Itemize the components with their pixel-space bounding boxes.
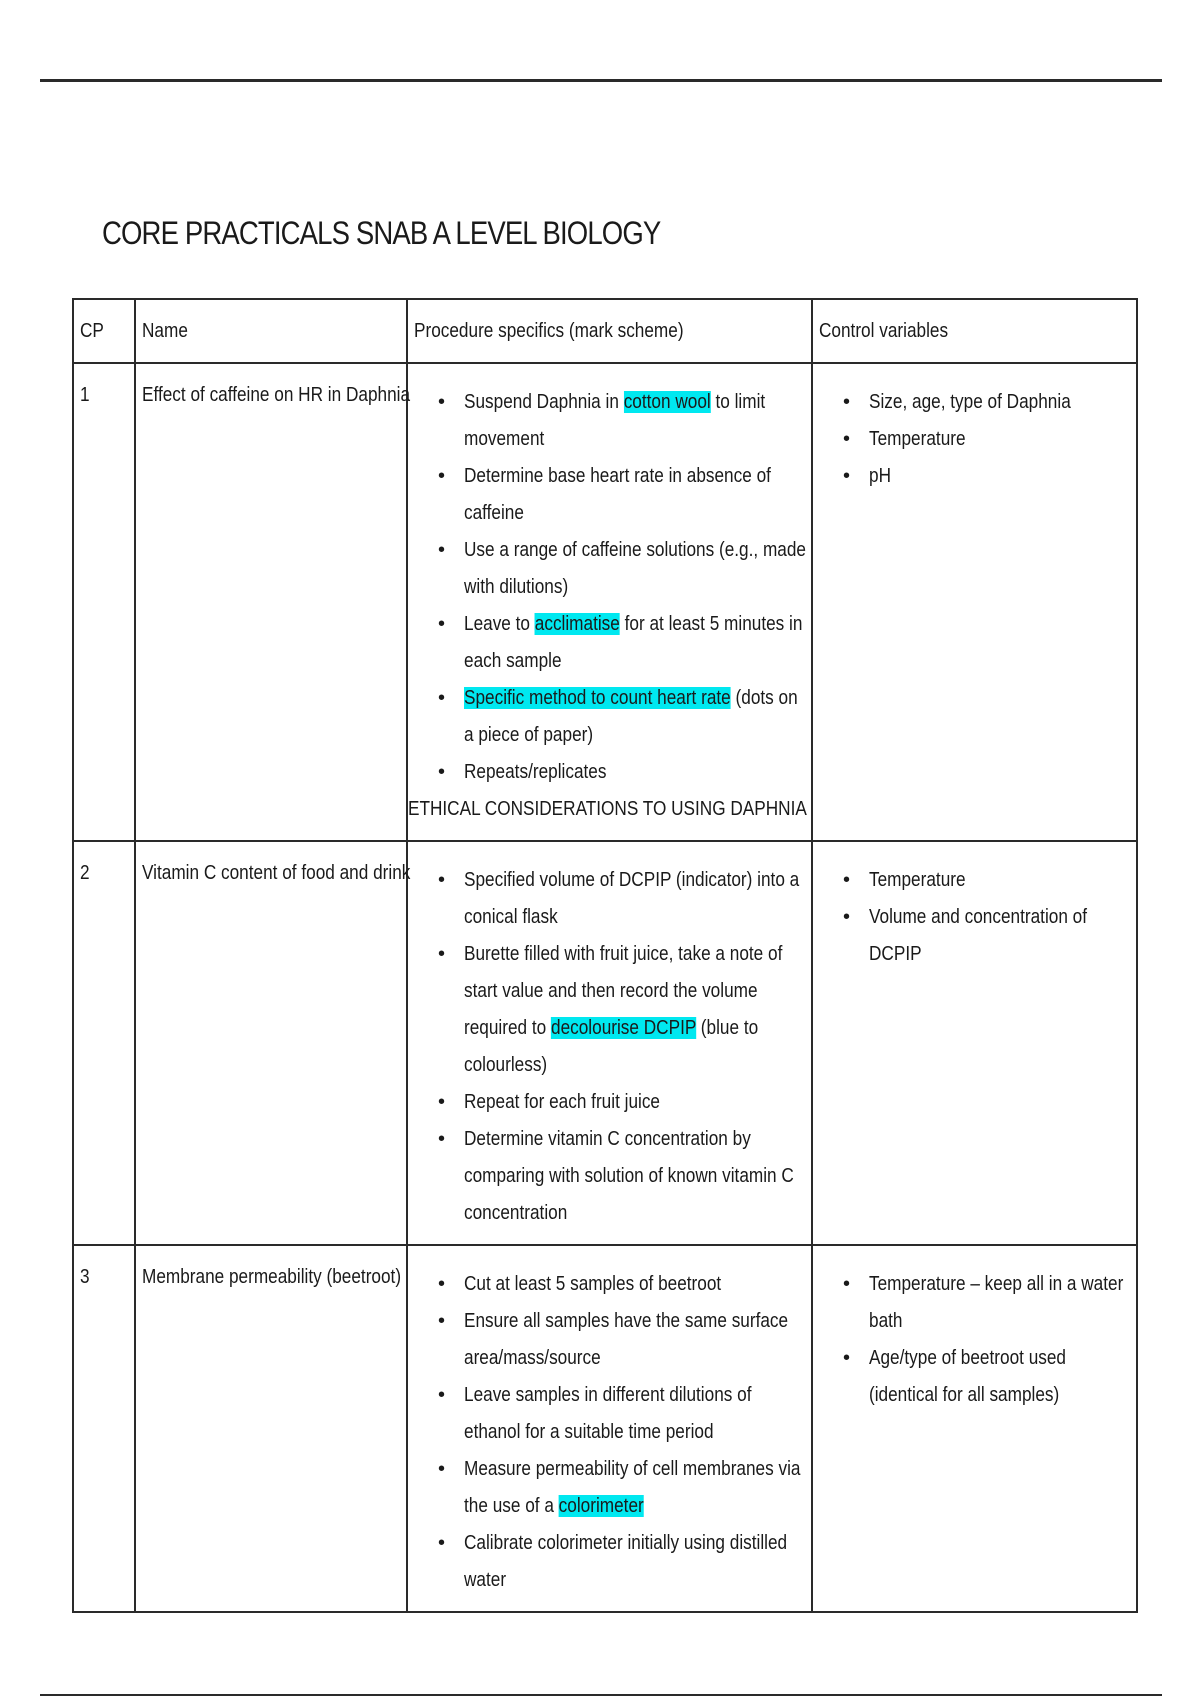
control-variable: • Temperature <box>819 421 1130 458</box>
highlighted-term: acclimatise <box>534 613 620 635</box>
practical-name: Membrane permeability (beetroot) <box>135 1245 407 1612</box>
highlighted-term: Specific method to count heart rate <box>464 687 731 709</box>
highlighted-term: colorimeter <box>558 1495 644 1517</box>
header-cp: CP <box>73 299 135 363</box>
control-variable: • pH <box>819 458 1130 495</box>
controls-cell <box>812 363 1137 841</box>
cp-number: 1 <box>73 363 135 841</box>
procedure-item: • Specified volume of DCPIP (indicator) into a conical flask <box>414 862 809 936</box>
procedure-item: • Repeats/replicates <box>414 754 809 791</box>
controls-list <box>819 1266 1130 1414</box>
procedure-list <box>414 384 809 791</box>
practical-name: Vitamin C content of food and drink <box>135 841 407 1245</box>
procedure-item: • Suspend Daphnia in cotton wool to limit movement <box>414 384 809 458</box>
procedure-item: • Determine base heart rate in absence of caffeine <box>414 458 809 532</box>
procedure-cell <box>407 841 812 1245</box>
controls-cell <box>812 841 1137 1245</box>
procedure-cell <box>407 363 812 841</box>
procedure-list <box>414 1266 809 1599</box>
procedure-cell <box>407 1245 812 1612</box>
control-variable: • Temperature – keep all in a water bath <box>819 1266 1130 1340</box>
procedure-item: • Leave to acclimatise for at least 5 minutes in each sample <box>414 606 809 680</box>
core-practicals-table <box>72 298 1138 1613</box>
procedure-note: ETHICAL CONSIDERATIONS TO USING DAPHNIA <box>408 798 807 820</box>
control-variable: • Size, age, type of Daphnia <box>819 384 1130 421</box>
header-controls: Control variables <box>812 299 1137 363</box>
control-variable: • Age/type of beetroot used (identical for all samples) <box>819 1340 1130 1414</box>
highlighted-term: cotton wool <box>623 391 711 413</box>
controls-list <box>819 862 1130 973</box>
procedure-list <box>414 862 809 1232</box>
procedure-item: • Cut at least 5 samples of beetroot <box>414 1266 809 1303</box>
controls-list <box>819 384 1130 495</box>
procedure-item: • Leave samples in different dilutions of ethanol for a suitable time period <box>414 1377 809 1451</box>
cp-number: 2 <box>73 841 135 1245</box>
control-variable: • Temperature <box>819 862 1130 899</box>
procedure-item: • Specific method to count heart rate (dots on a piece of paper) <box>414 680 809 754</box>
table-row <box>73 1245 1137 1612</box>
bottom-rule <box>40 1694 1162 1696</box>
table-row <box>73 841 1137 1245</box>
top-rule <box>40 79 1162 82</box>
procedure-item: • Burette filled with fruit juice, take a note of start value and then record the volume required to decolourise DCPIP (blue to colourless) <box>414 936 809 1084</box>
procedure-item: • Ensure all samples have the same surface area/mass/source <box>414 1303 809 1377</box>
procedure-item: • Use a range of caffeine solutions (e.g., made with dilutions) <box>414 532 809 606</box>
procedure-item: • Repeat for each fruit juice <box>414 1084 809 1121</box>
procedure-item: • Determine vitamin C concentration by comparing with solution of known vitamin C concentration <box>414 1121 809 1232</box>
page-title: CORE PRACTICALS SNAB A LEVEL BIOLOGY <box>102 215 661 251</box>
header-procedure: Procedure specifics (mark scheme) <box>407 299 812 363</box>
controls-cell <box>812 1245 1137 1612</box>
practical-name: Effect of caffeine on HR in Daphnia <box>135 363 407 841</box>
cp-number: 3 <box>73 1245 135 1612</box>
table-header-row <box>73 299 1137 363</box>
header-name: Name <box>135 299 407 363</box>
highlighted-term: decolourise DCPIP <box>551 1017 697 1039</box>
table-row <box>73 363 1137 841</box>
procedure-item: • Measure permeability of cell membranes via the use of a colorimeter <box>414 1451 809 1525</box>
control-variable: • Volume and concentration of DCPIP <box>819 899 1130 973</box>
procedure-item: • Calibrate colorimeter initially using distilled water <box>414 1525 809 1599</box>
